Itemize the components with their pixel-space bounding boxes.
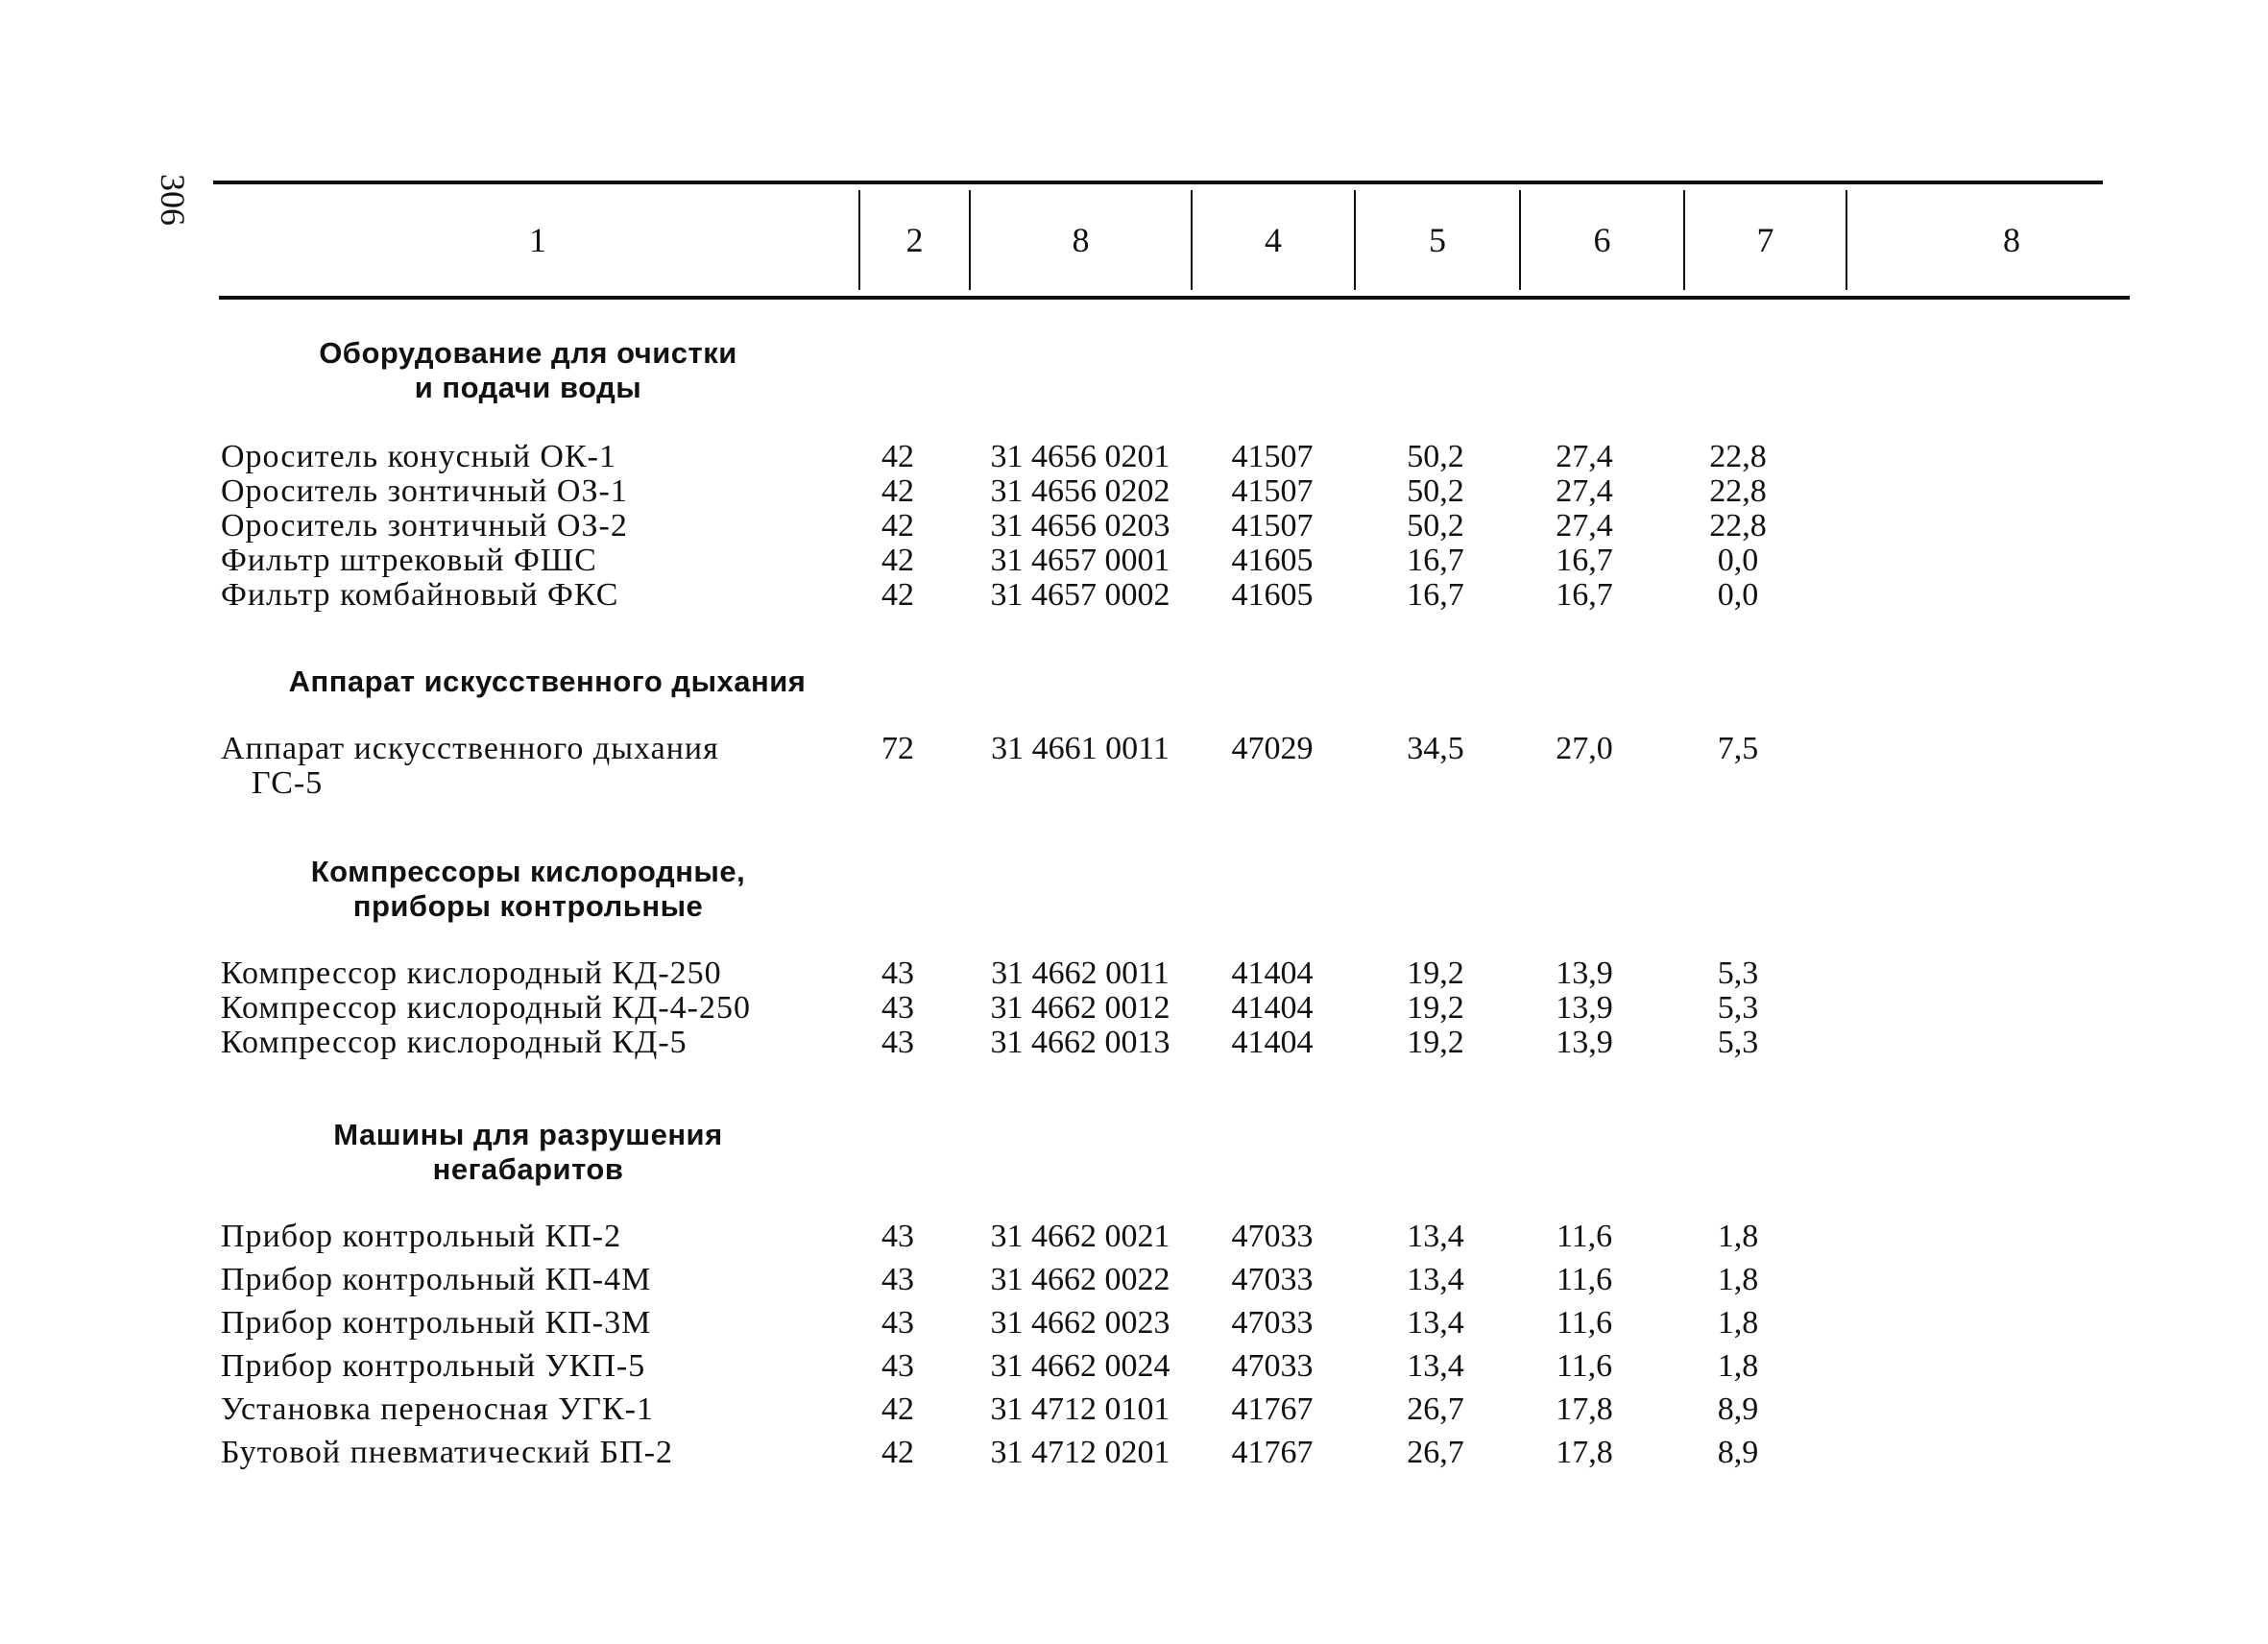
header-col-4: 4 [1265, 221, 1282, 259]
col-3-value: 31 4657 0001 [990, 543, 1170, 578]
col-6-value: 16,7 [1556, 543, 1613, 578]
col-3-value: 31 4656 0203 [990, 508, 1170, 544]
section-heading-line: Оборудование для очистки [319, 336, 737, 370]
header-col-7: 7 [1756, 221, 1774, 259]
col-4-value: 47033 [1231, 1219, 1314, 1254]
col-5-value: 13,4 [1407, 1305, 1464, 1341]
header-col-6: 6 [1593, 221, 1611, 259]
col-2-value: 43 [881, 1348, 914, 1384]
col-5-value: 19,2 [1407, 990, 1464, 1026]
col-5-value: 19,2 [1407, 1025, 1464, 1060]
section-heading-line: и подачи воды [414, 371, 642, 404]
col-6-value: 11,6 [1556, 1305, 1613, 1341]
col-3-value: 31 4662 0022 [990, 1262, 1170, 1297]
col-2-value: 43 [881, 1219, 914, 1254]
item-name: Фильтр комбайновый ФКС [221, 577, 619, 613]
col-7-value: 5,3 [1717, 990, 1759, 1026]
col-2-value: 72 [881, 731, 914, 766]
table-row [0, 1436, 2268, 1470]
section-heading [221, 1118, 835, 1187]
col-3-value: 31 4712 0201 [990, 1435, 1170, 1470]
section-heading-line: Машины для разрушения [333, 1118, 723, 1151]
col-5-value: 50,2 [1407, 508, 1464, 544]
section-heading-line: Аппарат искусственного дыхания [288, 665, 807, 698]
col-2-value: 42 [881, 1391, 914, 1427]
table-row [0, 991, 2268, 1026]
section-heading-line: Компрессоры кислородные, [310, 855, 746, 888]
col-4-value: 41404 [1231, 955, 1314, 991]
col-7-value: 1,8 [1717, 1262, 1759, 1297]
item-name: Ороситель зонтичный ОЗ-1 [221, 473, 628, 509]
col-7-value: 1,8 [1717, 1348, 1759, 1384]
col-6-value: 17,8 [1556, 1435, 1613, 1470]
header-col-1: 1 [529, 221, 546, 259]
item-name: Прибор контрольный КП-2 [221, 1219, 622, 1254]
col-5-value: 13,4 [1407, 1262, 1464, 1297]
col-6-value: 11,6 [1556, 1219, 1613, 1254]
table-header-rule [219, 296, 2130, 300]
item-name: Установка переносная УГК-1 [221, 1391, 654, 1427]
col-2-value: 42 [881, 543, 914, 578]
item-name: Компрессор кислородный КД-4-250 [221, 990, 752, 1026]
col-2-value: 43 [881, 1305, 914, 1341]
header-col-8: 8 [2003, 221, 2020, 259]
col-4-value: 41767 [1231, 1391, 1314, 1427]
col-5-value: 16,7 [1407, 577, 1464, 613]
col-5-value: 34,5 [1407, 731, 1464, 766]
col-3-value: 31 4662 0021 [990, 1219, 1170, 1254]
col-3-value: 31 4662 0013 [990, 1025, 1170, 1060]
col-7-value: 8,9 [1717, 1391, 1759, 1427]
table-top-rule [213, 181, 2103, 184]
col-5-value: 19,2 [1407, 955, 1464, 991]
item-name: Ороситель конусный ОК-1 [221, 439, 616, 474]
col-4-value: 41507 [1231, 508, 1314, 544]
col-2-value: 43 [881, 955, 914, 991]
col-2-value: 43 [881, 1025, 914, 1060]
col-7-value: 5,3 [1717, 955, 1759, 991]
col-5-value: 16,7 [1407, 543, 1464, 578]
table-row [0, 474, 2268, 509]
item-name: Бутовой пневматический БП-2 [221, 1435, 674, 1470]
col-4-value: 47033 [1231, 1262, 1314, 1297]
col-6-value: 27,4 [1556, 473, 1613, 509]
col-3-value: 31 4656 0201 [990, 439, 1170, 474]
col-3-value: 31 4662 0011 [991, 955, 1170, 991]
col-4-value: 41404 [1231, 1025, 1314, 1060]
item-name-continuation: ГС-5 [252, 765, 324, 801]
col-7-value: 22,8 [1709, 439, 1767, 474]
col-5-value: 13,4 [1407, 1219, 1464, 1254]
col-7-value: 1,8 [1717, 1305, 1759, 1341]
table-row [0, 440, 2268, 474]
col-2-value: 42 [881, 473, 914, 509]
table-row [0, 1220, 2268, 1254]
table-row [0, 1349, 2268, 1384]
table-row [0, 1306, 2268, 1341]
table-row [0, 732, 2268, 766]
col-6-value: 13,9 [1556, 990, 1613, 1026]
section-heading [221, 336, 835, 405]
col-3-value: 31 4662 0024 [990, 1348, 1170, 1384]
col-6-value: 11,6 [1556, 1262, 1613, 1297]
item-name: Фильтр штрековый ФШС [221, 543, 597, 578]
col-7-value: 8,9 [1717, 1435, 1759, 1470]
item-name: Прибор контрольный УКП-5 [221, 1348, 646, 1384]
col-5-value: 50,2 [1407, 439, 1464, 474]
col-5-value: 50,2 [1407, 473, 1464, 509]
section-heading [221, 665, 874, 699]
col-3-value: 31 4661 0011 [991, 731, 1170, 766]
col-5-value: 13,4 [1407, 1348, 1464, 1384]
col-5-value: 26,7 [1407, 1435, 1464, 1470]
col-4-value: 47033 [1231, 1305, 1314, 1341]
col-6-value: 11,6 [1556, 1348, 1613, 1384]
col-4-value: 47033 [1231, 1348, 1314, 1384]
table-row [0, 578, 2268, 613]
col-4-value: 41404 [1231, 990, 1314, 1026]
col-3-value: 31 4662 0023 [990, 1305, 1170, 1341]
header-col-3: 8 [1072, 221, 1090, 259]
col-2-value: 42 [881, 439, 914, 474]
col-7-value: 22,8 [1709, 473, 1767, 509]
table-row [0, 956, 2268, 991]
col-3-value: 31 4712 0101 [990, 1391, 1170, 1427]
col-2-value: 42 [881, 508, 914, 544]
col-6-value: 27,4 [1556, 439, 1613, 474]
col-7-value: 7,5 [1717, 731, 1759, 766]
col-4-value: 41507 [1231, 439, 1314, 474]
table-row [0, 1263, 2268, 1297]
col-4-value: 41767 [1231, 1435, 1314, 1470]
col-3-value: 31 4662 0012 [990, 990, 1170, 1026]
col-5-value: 26,7 [1407, 1391, 1464, 1427]
col-6-value: 27,4 [1556, 508, 1613, 544]
section-heading-line: негабаритов [432, 1152, 624, 1186]
table-row [0, 1026, 2268, 1060]
col-6-value: 13,9 [1556, 1025, 1613, 1060]
col-6-value: 13,9 [1556, 955, 1613, 991]
col-4-value: 47029 [1231, 731, 1314, 766]
col-7-value: 5,3 [1717, 1025, 1759, 1060]
table-row [0, 1392, 2268, 1427]
col-3-value: 31 4657 0002 [990, 577, 1170, 613]
col-6-value: 17,8 [1556, 1391, 1613, 1427]
col-7-value: 22,8 [1709, 508, 1767, 544]
table-row [0, 544, 2268, 578]
col-2-value: 43 [881, 1262, 914, 1297]
item-name: Прибор контрольный КП-4М [221, 1262, 652, 1297]
col-2-value: 42 [881, 577, 914, 613]
page-number: 306 [154, 174, 192, 226]
col-7-value: 1,8 [1717, 1219, 1759, 1254]
section-heading [221, 855, 835, 924]
section-heading-line: приборы контрольные [352, 889, 704, 923]
col-6-value: 27,0 [1556, 731, 1613, 766]
header-col-2: 2 [905, 221, 924, 259]
table-row [0, 509, 2268, 544]
item-name: Ороситель зонтичный ОЗ-2 [221, 508, 628, 544]
item-name: Прибор контрольный КП-3М [221, 1305, 652, 1341]
col-3-value: 31 4656 0202 [990, 473, 1170, 509]
col-6-value: 16,7 [1556, 577, 1613, 613]
col-4-value: 41605 [1231, 577, 1314, 613]
col-2-value: 42 [881, 1435, 914, 1470]
col-4-value: 41507 [1231, 473, 1314, 509]
item-name: Компрессор кислородный КД-5 [221, 1025, 688, 1060]
item-name: Компрессор кислородный КД-250 [221, 955, 722, 991]
col-7-value: 0,0 [1717, 543, 1759, 578]
item-name: Аппарат искусственного дыхания [221, 731, 719, 766]
col-4-value: 41605 [1231, 543, 1314, 578]
col-7-value: 0,0 [1717, 577, 1759, 613]
col-2-value: 43 [881, 990, 914, 1026]
header-col-5: 5 [1429, 221, 1446, 259]
